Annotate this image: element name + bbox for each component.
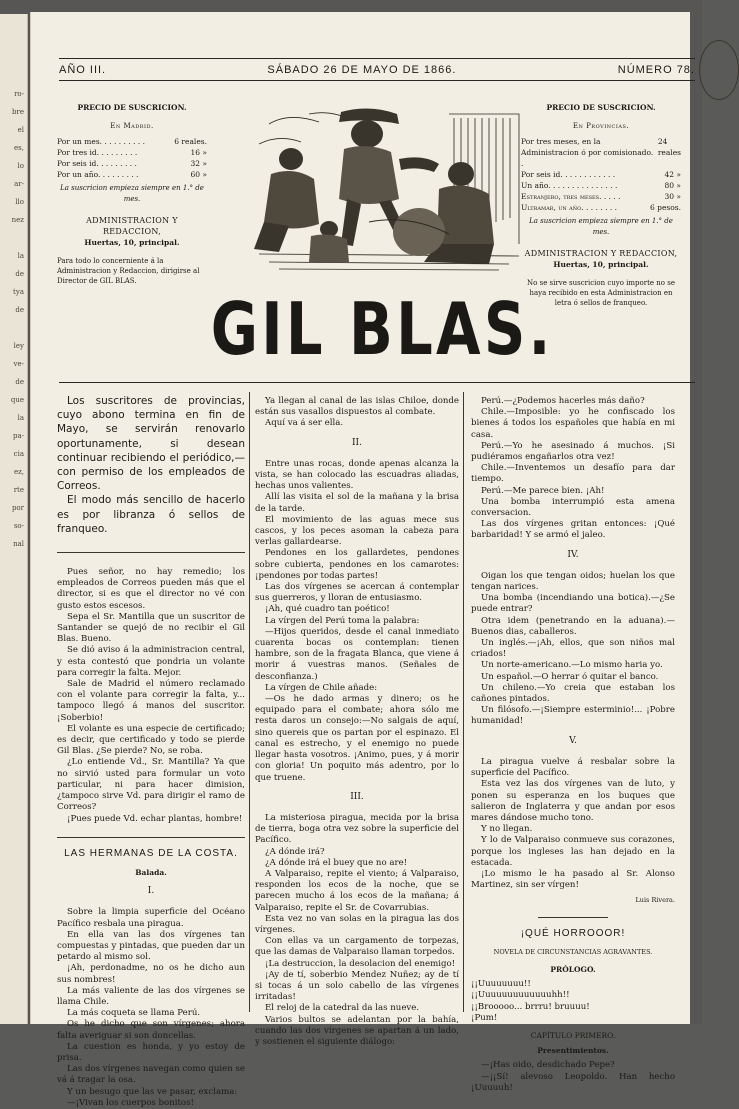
section-subtitle: Balada. (135, 867, 167, 877)
paragraph: La piragua vuelve á resbalar sobre la superficie del Pacífico. (471, 756, 675, 779)
dialogue-line: Un inglés.—¡Ah, ellos, que son niños mal criados! (471, 638, 675, 660)
section-number: II. (352, 437, 362, 448)
price-row: Ultramar, un año. . . . . . . . 6 pesos. (521, 203, 681, 212)
column-2 (255, 396, 459, 1048)
masthead-illustration (249, 104, 527, 276)
paragraph: ¡Ah, qué cuadro tan poético! (265, 604, 390, 615)
paragraph: El movimiento de las aguas mece sus cascos, y los peces asoman la cabeza para verlas gallardearse. (255, 514, 459, 548)
section-number: I. (147, 886, 155, 897)
paragraph: Con ellas va un cargamento de torpezas, que las damas de Valparaiso llaman torpedos. (255, 936, 459, 958)
column-rule (463, 392, 464, 1012)
previous-page-fragment: ro- (14, 90, 24, 98)
previous-page-fragment: llo (15, 198, 24, 206)
notice-paragraph: El modo más sencillo de hacerlo es por libranza ó sellos de franqueo. (57, 494, 245, 535)
paragraph: —¡Vivan los cuerpos bonitos! (67, 1097, 194, 1108)
paragraph: Y no llegan. (481, 824, 533, 835)
newspaper-title: GIL BLAS. (210, 287, 554, 371)
previous-page-fragment: cia (13, 450, 24, 458)
paragraph: Allí las visita el sol de la mañana y la brisa de la tarde. (255, 492, 459, 514)
previous-page-fragment: ar- (14, 180, 24, 188)
paragraph: En ella van las dos vírgenes tan compuestas y pintadas, que pueden dar un petardo al mismo sol. (57, 929, 245, 963)
dialogue-line: Un español.—O herrar ó quitar el banco. (481, 671, 659, 682)
paragraph: Pues señor, no hay remedio; los empleados de Correos pueden más que el director, si es que el director no vé con gusto estos escesos. (57, 567, 245, 611)
exclamation-line: ¡¡Brooooo... brrru! bruuuu! (471, 1001, 590, 1012)
section-title: LAS HERMANAS DE LA COSTA. (64, 847, 238, 859)
dialogue-line: Un chileno.—Yo creia que estaban los cañones pintados. (471, 682, 675, 705)
subscription-heading: PRECIO DE SUSCRICION. (546, 103, 656, 112)
admin-heading: ADMINISTRACION Y REDACCION, (86, 216, 178, 236)
admin-note: Para todo lo concerniente á la Administracion y Redaccion, dirigirse al Director de GIL BLAS. (57, 257, 200, 285)
price-row: Por un año. . . . . . . . . 60 » (57, 170, 207, 179)
chapter-heading: CAPÍTULO PRIMERO. (530, 1030, 616, 1040)
title-bottom-rule (59, 382, 695, 383)
masthead-date: SÁBADO 26 DE MAYO DE 1866. (267, 64, 457, 76)
paragraph: Y lo de Valparaiso conmueve sus corazones, porque los ingleses las han dejado en la estacada. (471, 835, 675, 868)
dialogue-line: Perú.—¿Podemos hacerles más daño? (481, 396, 645, 406)
paragraph: Entre unas rocas, donde apenas alcanza la vista, se han colocado las escuadras aliadas, hechas unos valientes. (255, 458, 459, 492)
previous-page-fragment: de (15, 270, 24, 278)
subscription-note: La suscricion empieza siempre en 1.° de mes. (60, 184, 204, 203)
masthead-top-rule (59, 58, 695, 59)
section-number: V. (569, 735, 577, 746)
paragraph: Las dos vírgenes se acercan á contemplar sus guerreros, y lloran de entusiasmo. (255, 582, 459, 604)
newspaper-page (30, 12, 695, 1108)
paragraph: Sale de Madrid el número reclamado con el volante para corregir la falta, y... tampoco llegó á manos del suscritor. ¡Soberbio! (57, 679, 245, 723)
paragraph: Varios bultos se adelantan por la bahía, cuando las dos vírgenes se apartan á un lado, y sostienen el siguiente diálogo: (255, 1014, 459, 1047)
dialogue-line: Una bomba (incendiando una botica).—¿Se puede entrar? (471, 593, 675, 615)
dialogue-line: Otra idem (penetrando en la aduana).—Buenos dias, caballeros. (471, 615, 675, 637)
author-signature: Luis Rivera. (635, 896, 675, 905)
price-row: Por un mes. . . . . . . . . . 6 reales. (57, 137, 207, 146)
column-3 (471, 396, 675, 1094)
previous-page-fragment: tya (13, 288, 24, 296)
paragraph: Y un besugo que las ve pasar, exclama: (67, 1086, 238, 1097)
paragraph: Os he dicho que son vírgenes; ahora falta averiguar si son doncellas. (57, 1019, 245, 1041)
previous-page-fragment: rte (13, 486, 24, 494)
paragraph: La vírgen del Perú toma la palabra: (265, 615, 420, 626)
section-number: III. (350, 791, 364, 802)
paragraph: Las dos vírgenes gritan entonces: ¡Qué barbaridad! Y se armó el jaleo. (471, 519, 675, 541)
previous-page-fragment: bre (12, 108, 24, 116)
dialogue-line: Un filósofo.—¡Siempre esterminio!... ¡Pobre humanidad! (471, 705, 675, 727)
exclamation-line: ¡¡Uuuuuuuuuuuuuhh!! (471, 990, 570, 1001)
admin-address: Huertas, 10, principal. (84, 238, 180, 247)
masthead-line (59, 64, 695, 76)
dialogue-line: —¡Has oido, desdichado Pepe? (481, 1060, 615, 1071)
paragraph: Las dos vírgenes navegan como quien se vá á tragar la osa. (57, 1064, 246, 1086)
dialogue-line: Chile.—Imposible: yo he confiscado los bienes á todos los españoles que había en mi casa. (471, 407, 675, 440)
masthead-year: AÑO III. (59, 64, 107, 76)
previous-page-fragment: pa- (12, 432, 24, 440)
paragraph: Se dió aviso á la administracion central, y esta contestó que pondria un volante para corregir la falta. Mejor. (57, 645, 245, 678)
dialogue-line: —¡¡Sí! alevoso Leopoldo. Han hecho ¡Uuuuuh! (471, 1071, 675, 1093)
previous-page-fragment: so- (13, 522, 24, 530)
masthead-bottom-rule (59, 80, 695, 81)
paragraph: ¿A dónde irá? (265, 846, 325, 857)
dialogue-line: Perú.—Me parece bien. ¡Ah! (481, 485, 605, 496)
paragraph: Oigan los que tengan oidos; huelan los que tengan narices. (471, 570, 675, 593)
dialogue-line: Perú.—Yo he asesinado á muchos. ¡Si pudiéramos engañarlos otra vez! (471, 440, 675, 463)
price-row: Estranjero, tres meses. . . . . 30 » (521, 192, 681, 201)
previous-page-edge (0, 14, 28, 1024)
previous-page-fragment: la (17, 414, 24, 422)
paragraph: La más coqueta se llama Perú. (67, 1008, 201, 1019)
notice-paragraph: Los suscritores de provincias, cuyo abono termina en fin de Mayo, se servirán renovarlo oportunamente, si desean continuar recibiendo el periódico,—con permiso de los empleados de Correos. (57, 395, 245, 493)
masthead-number: NÚMERO 78. (617, 64, 695, 76)
paragraph: ¿Lo entiende Vd., Sr. Mantilla? Ya que no sirvió usted para formular un voto particular, ni para hacer dimision, ¿tampoco sirve Vd. para dirigir el ramo de Correos? (57, 757, 245, 813)
paragraph: —Os he dado armas y dinero; os he equipado para el combate; ahora sólo me resta daros un consejo:—No salgais de aquí, sino quereis que os partan por el espinazo. El canal es estrecho, y el enemigo no puede llegar hasta vosotros. ¡Animo, pues, y á morir con gloria! Un poquito más adentro, por lo que truene. (255, 694, 459, 783)
paragraph: ¡Ah, perdonadme, no os he dicho aun sus nombres! (57, 963, 245, 985)
separator (57, 552, 245, 553)
previous-page-fragment: ve- (13, 360, 24, 368)
library-stamp (699, 40, 739, 100)
subscription-heading: PRECIO DE SUSCRICION. (77, 103, 187, 112)
price-row: Un año. . . . . . . . . . . . . . . 80 » (521, 181, 681, 190)
price-row: Por seis id. . . . . . . . . 32 » (57, 159, 207, 168)
previous-page-fragment: nal (13, 540, 24, 548)
subscription-box-madrid (57, 102, 207, 286)
paragraph: El volante es una especie de certificado; es decir, que certificado y todo se pierde Gil Blas. ¿Se pierde? No, se roba. (57, 723, 245, 757)
section-subtitle: NOVELA DE CIRCUNSTANCIAS AGRAVANTES. (493, 947, 653, 956)
exclamation-line: ¡¡Uuuuuuuu!! (471, 979, 531, 990)
subscription-box-provincias (521, 102, 681, 308)
paragraph: Esta vez no van solas en la piragua las dos vírgenes. (255, 913, 459, 935)
price-row: Por tres meses, en la Administracion ó por comisionado. . 24 reales (521, 137, 682, 168)
previous-page-fragment: es, (14, 144, 24, 152)
separator (538, 917, 608, 918)
paragraph: —Hijos queridos, desde el canal inmediato cuarenta bocas os contemplan: tienen hambre, son de la fragata Blanca, que viene á morir á vuestras manos. (Señales de desconfianza.) (255, 626, 459, 682)
paragraph: ¡Lo mismo le ha pasado al Sr. Alonso Martinez, sin ser vírgen! (471, 868, 675, 891)
paragraph: Pendones en los gallardetes, pendones sobre cubierta, pendones en los camarotes: ¡pendones por todas partes! (255, 548, 459, 581)
paragraph: ¡La destruccion, la desolacion del enemigo! (265, 958, 456, 969)
exclamation-line: ¡Pum! (471, 1012, 498, 1023)
column-1 (57, 394, 245, 1109)
paragraph: Sepa el Sr. Mantilla que un suscritor de Santander se quejó de no recibir el Gil Blas. Bueno. (57, 611, 245, 645)
paragraph: El reloj de la catedral da las nueve. (265, 1003, 420, 1014)
price-row: Por seis id. . . . . . . . . . . . 42 » (521, 170, 681, 179)
prologue-heading: PRÓLOGO. (550, 964, 596, 974)
paragraph: La más valiente de las dos vírgenes se llama Chile. (57, 985, 245, 1007)
admin-heading: ADMINISTRACION Y REDACCION, (524, 249, 678, 258)
previous-page-fragment: de (15, 306, 24, 314)
separator (57, 837, 245, 838)
subscription-note: La suscricion empieza siempre en 1.° de mes. (529, 217, 673, 236)
paragraph: Sobre la limpia superficie del Océano Pacífico resbala una piragua. (57, 907, 245, 929)
paragraph: Aquí va á ser ella. (265, 418, 344, 429)
admin-address: Huertas, 10, principal. (553, 260, 649, 269)
previous-page-fragment: de (15, 378, 24, 386)
previous-page-fragment: la (17, 252, 24, 260)
previous-page-fragment: lo (17, 162, 24, 170)
dialogue-line: Un norte-americano.—Lo mismo haria yo. (481, 660, 663, 671)
price-row: Por tres id. . . . . . . . . 16 » (57, 148, 207, 157)
paragraph: Una bomba interrumpió esta amena conversacion. (471, 496, 675, 519)
column-rule (249, 392, 250, 1012)
paragraph: ¿A dónde irá el buey que no are! (265, 857, 408, 868)
paragraph: La misteriosa piragua, mecida por la brisa de tierra, boga otra vez sobre la superficie del Pacífico. (255, 812, 459, 846)
dialogue-line: Chile.—Inventemos un desafío para dar tiempo. (471, 463, 675, 485)
previous-page-fragment: nez (11, 216, 24, 224)
paragraph: A Valparaiso, repite el viento; á Valparaiso, responden los ecos de la noche, que se parecen mucho á los ecos de la mañana; á Valparaiso, repite el Sr. de Covarrubias. (255, 868, 459, 913)
paragraph: La cuestion es honda, y yo estoy de prisa. (57, 1041, 245, 1063)
paragraph: ¡Ay de tí, soberbio Mendez Nuñez; ay de tí si tocas á un solo cabello de las vírgenes irritadas! (255, 969, 459, 1003)
paragraph: ¡Pues puede Vd. echar plantas, hombre! (67, 813, 243, 824)
previous-page-fragment: que (10, 396, 24, 404)
subscription-subheading: En Provincias. (572, 122, 630, 130)
subscription-subheading: En Madrid. (110, 122, 154, 130)
paragraph: Esta vez las dos vírgenes van de luto, y ponen su esperanza en los buques que salieron de Inglaterra y que andan por esos mares dándose mucho tono. (471, 779, 675, 823)
section-number: IV. (567, 549, 579, 560)
section-title: ¡QUÉ HORROOOR! (520, 927, 626, 939)
admin-note: No se sirve suscricion cuyo importe no se haya recibido en esta Administracion en letra ó sellos de franqueo. (527, 279, 675, 307)
chapter-subtitle: Presentimientos. (537, 1046, 609, 1056)
previous-page-fragment: ez, (13, 468, 24, 476)
paragraph: La vírgen de Chile añade: (265, 682, 378, 693)
paragraph: Ya llegan al canal de las islas Chiloe, donde están sus vasallos dispuestos al combate. (255, 396, 459, 418)
previous-page-fragment: por (11, 504, 24, 512)
previous-page-fragment: el (17, 126, 24, 134)
previous-page-fragment: ley (13, 342, 24, 350)
